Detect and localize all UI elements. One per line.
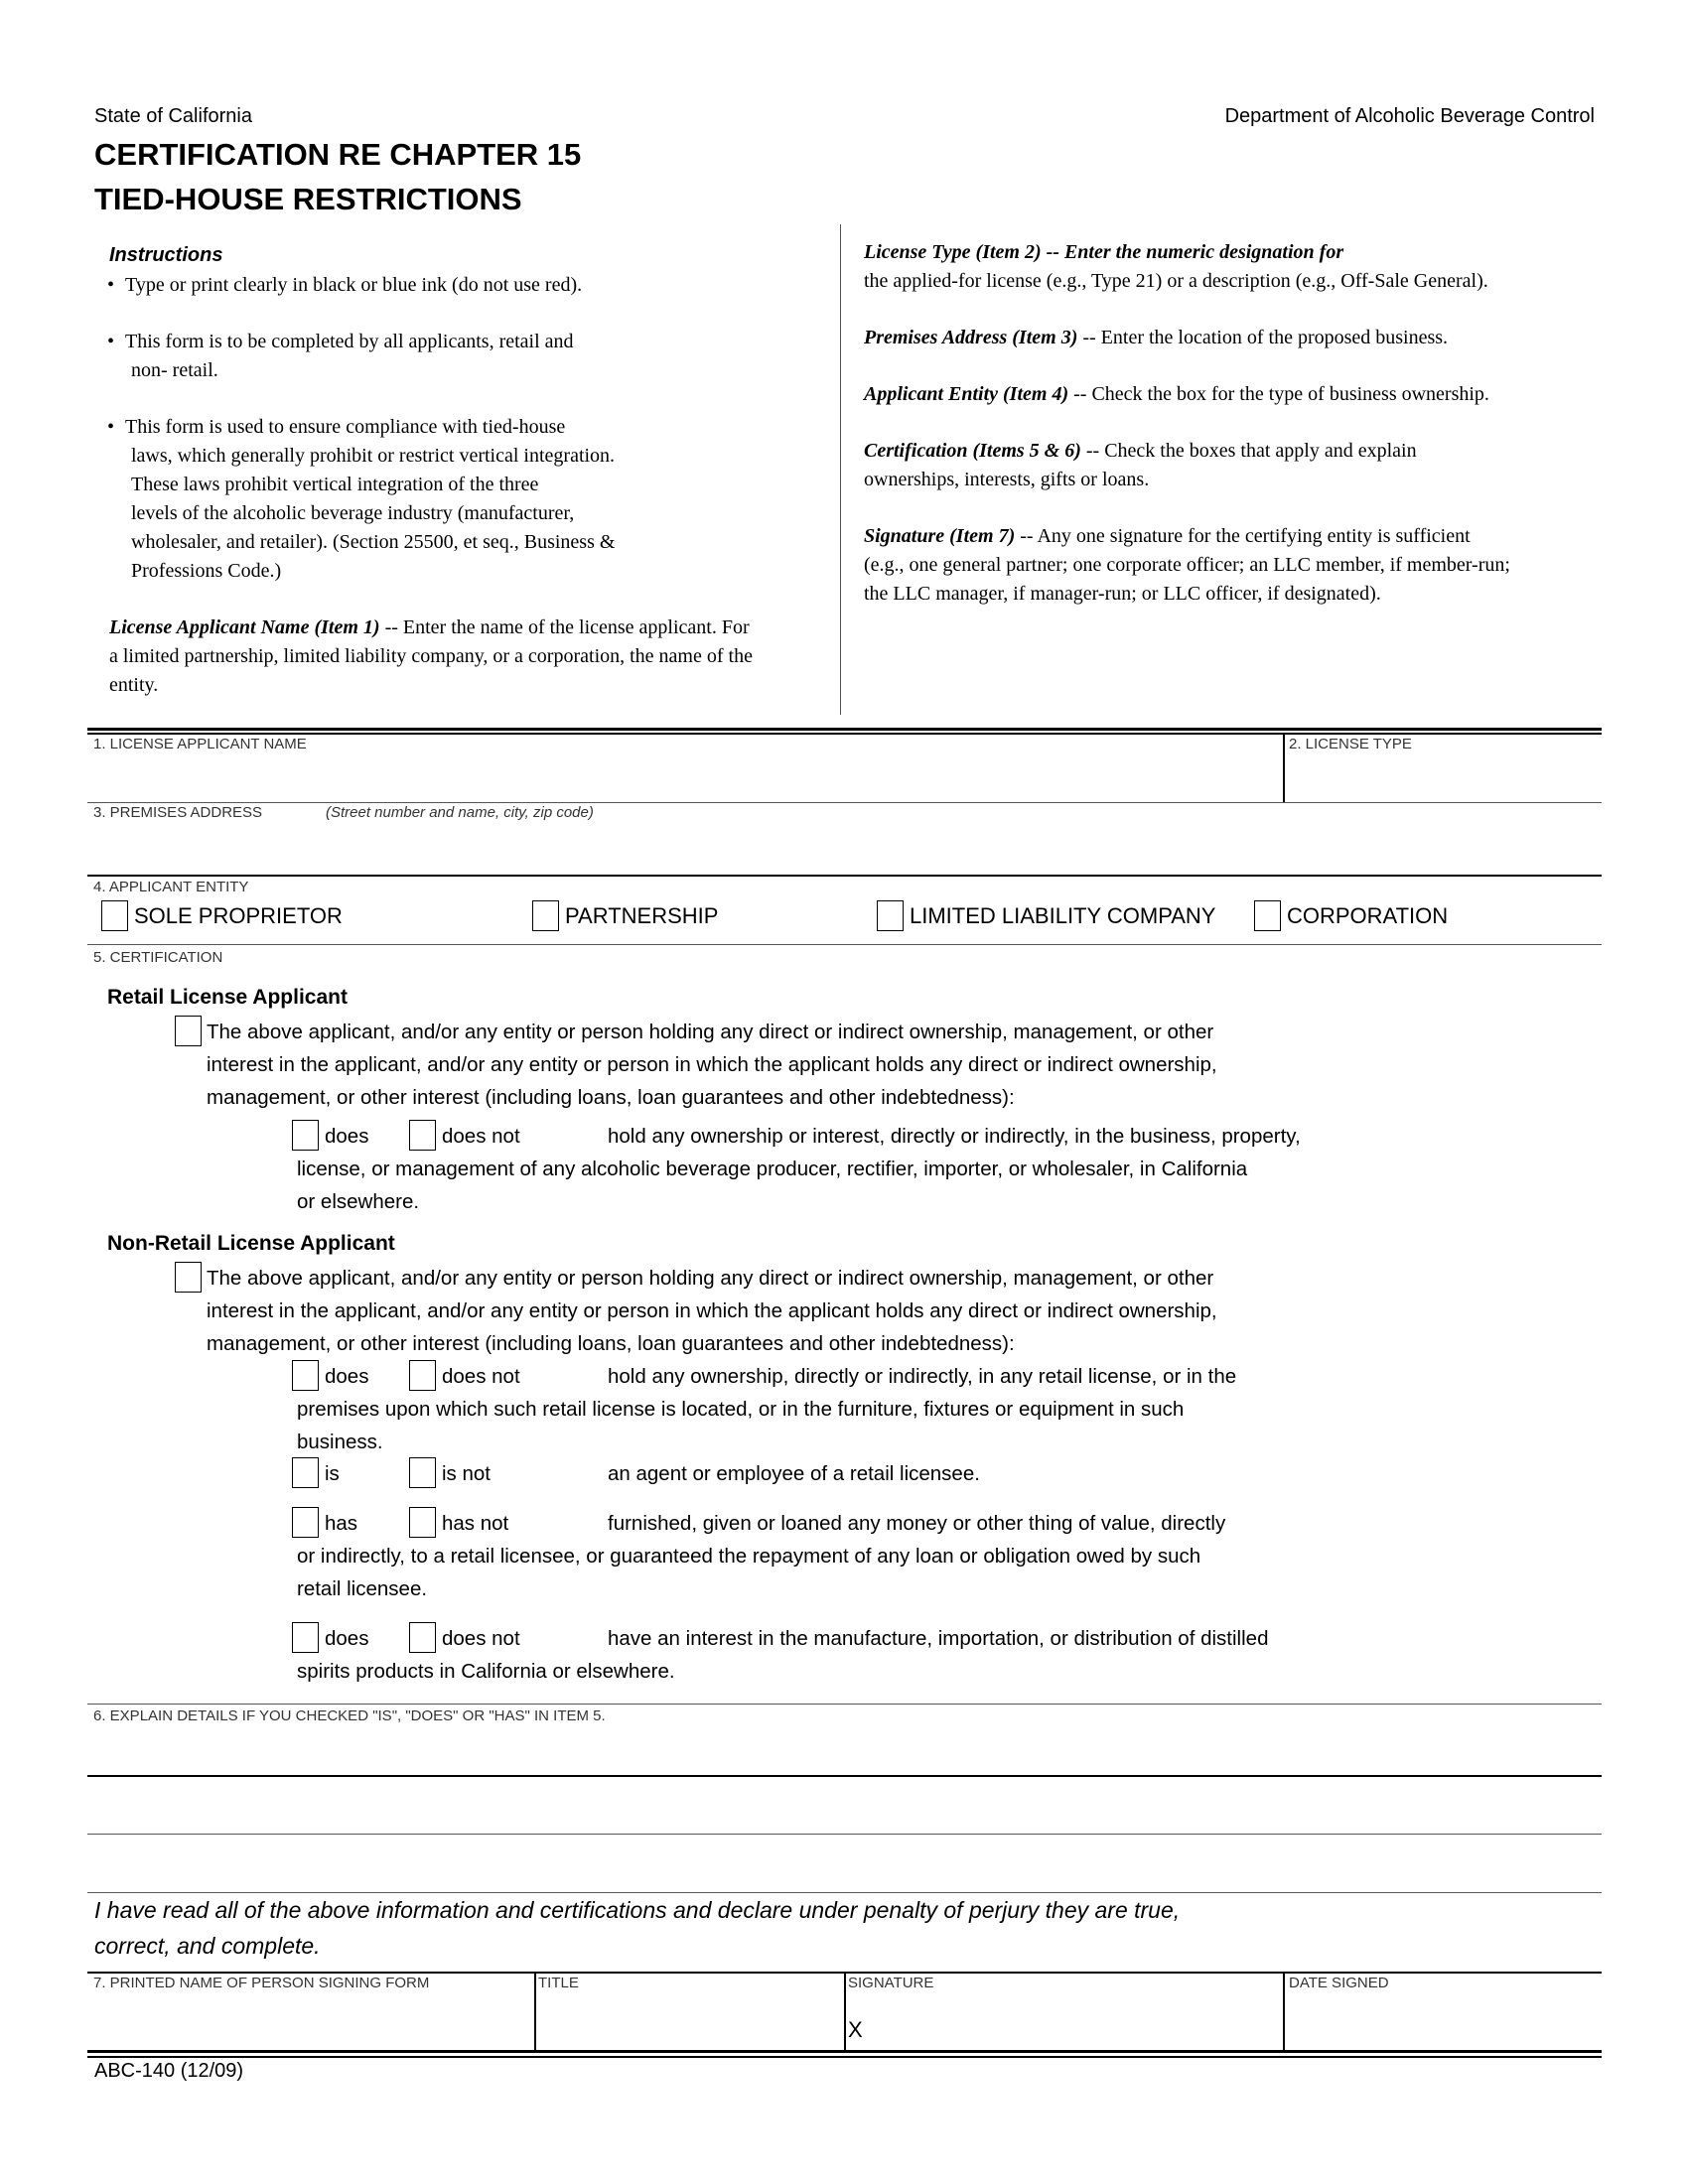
retail-does-not-label: does not: [442, 1125, 520, 1148]
nonretail-q3-has-checkbox[interactable]: [292, 1507, 319, 1538]
instruction-bullet-1: • Type or print clearly in black or blue ink (do not use red).: [107, 274, 583, 296]
nonretail-section-heading: Non-Retail License Applicant: [107, 1232, 395, 1255]
explain-details-line-3[interactable]: [87, 1836, 1602, 1891]
nonretail-q4-does-label: does: [325, 1627, 369, 1650]
instruction-bullet-3: • This form is used to ensure compliance with tied-house laws, which generally prohibit or restrict vertical integration. These laws prohibit vertical integration of the three levels of the alcoholic beverage industry (manufacturer, wholesaler, and retailer). (Section 25500, et seq., Business & Professions Code.): [107, 416, 616, 582]
signature-field[interactable]: [846, 1974, 1283, 2050]
nonretail-q3-has-label: has: [325, 1512, 358, 1535]
nonretail-q3-has-not-label: has not: [442, 1512, 509, 1535]
corporation-checkbox[interactable]: [1254, 900, 1281, 931]
nonretail-q2-is-not-label: is not: [442, 1462, 491, 1485]
instructions-right-column: [864, 238, 1589, 609]
license-applicant-name-field[interactable]: [87, 735, 1283, 802]
instruction-item-1: License Applicant Name (Item 1) -- Enter the name of the license applicant. For a limited partnership, limited liability company, or a corporation, the name of the entity.: [109, 616, 753, 696]
retail-question-cont: license, or management of any alcoholic beverage producer, rectifier, importer, or wholesaler, in California or elsewhere.: [297, 1158, 1248, 1213]
instruction-item-5-6: Certification (Items 5 & 6) -- Check the boxes that apply and explain ownerships, interests, gifts or loans.: [864, 440, 1417, 490]
retail-statement: The above applicant, and/or any entity or person holding any direct or indirect ownership, management, or other interest in the applicant, and/or any entity or person in which the applicant holds any direct or indirect ownership, management, or other interest (including loans, loan guarantees and other indebtedness):: [207, 1021, 1217, 1109]
nonretail-q1-does-not-label: does not: [442, 1365, 520, 1388]
premises-address-hint: (Street number and name, city, zip code): [326, 804, 594, 821]
page-title-line2: TIED-HOUSE RESTRICTIONS: [94, 182, 522, 216]
sole-proprietor-label: SOLE PROPRIETOR: [134, 903, 343, 928]
nonretail-q2-is-checkbox[interactable]: [292, 1457, 319, 1488]
nonretail-q1-does-not-checkbox[interactable]: [409, 1360, 436, 1391]
instruction-bullet-2: • This form is to be completed by all applicants, retail and non- retail.: [107, 331, 574, 381]
department-name: Department of Alcoholic Beverage Control: [1224, 105, 1595, 127]
page-title-line1: CERTIFICATION RE CHAPTER 15: [94, 137, 582, 172]
retail-does-label: does: [325, 1125, 369, 1148]
nonretail-q3-text-l1: furnished, given or loaned any money or other thing of value, directly: [608, 1512, 1226, 1535]
title-field[interactable]: [536, 1974, 844, 2050]
explain-rule-2: [87, 1834, 1602, 1835]
instruction-item-2: License Type (Item 2) -- Enter the numeric designation for the applied-for license (e.g., Type 21) or a description (e.g., Off-Sale General).: [864, 241, 1488, 292]
nonretail-q3-text-cont: or indirectly, to a retail licensee, or guaranteed the repayment of any loan or obligation owed by such retail licensee.: [297, 1545, 1201, 1600]
premises-address-field[interactable]: [87, 803, 1602, 875]
instructions-heading: Instructions: [109, 244, 223, 266]
instructions-divider: [840, 224, 841, 715]
corporation-label: CORPORATION: [1287, 903, 1449, 928]
nonretail-applicant-checkbox[interactable]: [175, 1262, 202, 1293]
rule-after-item-3: [87, 875, 1602, 877]
instructions-left-column: [107, 271, 822, 700]
nonretail-q4-text-l1: have an interest in the manufacture, importation, or distribution of distilled: [608, 1627, 1269, 1650]
nonretail-q2-text: an agent or employee of a retail licensee.: [608, 1462, 980, 1485]
state-name: State of California: [94, 105, 252, 127]
license-applicant-name-label: 1. LICENSE APPLICANT NAME: [93, 736, 307, 752]
nonretail-q1-does-label: does: [325, 1365, 369, 1388]
retail-does-checkbox[interactable]: [292, 1120, 319, 1151]
nonretail-q4-does-not-checkbox[interactable]: [409, 1622, 436, 1653]
form-bottom-rule-inner: [87, 2056, 1602, 2058]
llc-checkbox[interactable]: [877, 900, 904, 931]
printed-name-field[interactable]: [87, 1974, 534, 2050]
date-signed-field[interactable]: [1285, 1974, 1602, 2050]
signature-x-mark: X: [848, 2017, 863, 2042]
nonretail-q3-has-not-checkbox[interactable]: [409, 1507, 436, 1538]
form-bottom-rule: [87, 2050, 1602, 2053]
title-label: TITLE: [538, 1975, 579, 1991]
date-signed-label: DATE SIGNED: [1289, 1975, 1389, 1991]
partnership-checkbox[interactable]: [532, 900, 559, 931]
nonretail-q2-is-label: is: [325, 1462, 340, 1485]
explain-details-line-1[interactable]: [87, 1725, 1602, 1775]
form-id: ABC-140 (12/09): [94, 2060, 244, 2082]
retail-section-heading: Retail License Applicant: [107, 986, 348, 1009]
nonretail-q1-text-l1: hold any ownership, directly or indirectly, in any retail license, or in the: [608, 1365, 1237, 1388]
rule-before-item-6: [87, 1704, 1602, 1705]
nonretail-q4-text-cont: spirits products in California or elsewhere.: [297, 1660, 675, 1683]
signature-label: SIGNATURE: [848, 1975, 934, 1991]
instruction-item-7: Signature (Item 7) -- Any one signature for the certifying entity is sufficient (e.g., one general partner; one corporate officer; an LLC member, if member-run; the LLC manager, if manager-run; or LLC officer, if designated).: [864, 525, 1510, 605]
nonretail-q2-is-not-checkbox[interactable]: [409, 1457, 436, 1488]
perjury-declaration: I have read all of the above information and certifications and declare under penalty of perjury they are true, correct, and complete.: [94, 1897, 1181, 1959]
nonretail-q1-does-checkbox[interactable]: [292, 1360, 319, 1391]
instruction-item-3: Premises Address (Item 3) -- Enter the location of the proposed business.: [864, 327, 1449, 348]
certification-label: 5. CERTIFICATION: [93, 949, 223, 966]
llc-label: LIMITED LIABILITY COMPANY: [910, 903, 1216, 928]
form-top-rule: [87, 728, 1602, 731]
retail-question-l1: hold any ownership or interest, directly or indirectly, in the business, property,: [608, 1125, 1301, 1148]
sole-proprietor-checkbox[interactable]: [101, 900, 128, 931]
explain-details-label: 6. EXPLAIN DETAILS IF YOU CHECKED "IS", "DOES" OR "HAS" IN ITEM 5.: [93, 1707, 606, 1724]
rule-after-item-4: [87, 944, 1602, 945]
license-type-field[interactable]: [1285, 735, 1602, 802]
nonretail-q4-does-not-label: does not: [442, 1627, 520, 1650]
applicant-entity-label: 4. APPLICANT ENTITY: [93, 879, 249, 895]
nonretail-q4-does-checkbox[interactable]: [292, 1622, 319, 1653]
license-type-label: 2. LICENSE TYPE: [1289, 736, 1412, 752]
partnership-label: PARTNERSHIP: [565, 903, 719, 928]
instruction-item-4: Applicant Entity (Item 4) -- Check the box for the type of business ownership.: [864, 383, 1489, 405]
nonretail-q1-text-cont: premises upon which such retail license is located, or in the furniture, fixtures or equipment in such business.: [297, 1398, 1185, 1453]
retail-applicant-checkbox[interactable]: [175, 1016, 202, 1046]
nonretail-statement: The above applicant, and/or any entity or person holding any direct or indirect ownership, management, or other interest in the applicant, and/or any entity or person in which the applicant holds any direct or indirect ownership, management, or other interest (including loans, loan guarantees and other indebtedness):: [207, 1267, 1217, 1355]
premises-address-label: 3. PREMISES ADDRESS: [93, 804, 263, 821]
printed-name-label: 7. PRINTED NAME OF PERSON SIGNING FORM: [93, 1975, 430, 1991]
explain-details-line-2[interactable]: [87, 1777, 1602, 1833]
retail-does-not-checkbox[interactable]: [409, 1120, 436, 1151]
